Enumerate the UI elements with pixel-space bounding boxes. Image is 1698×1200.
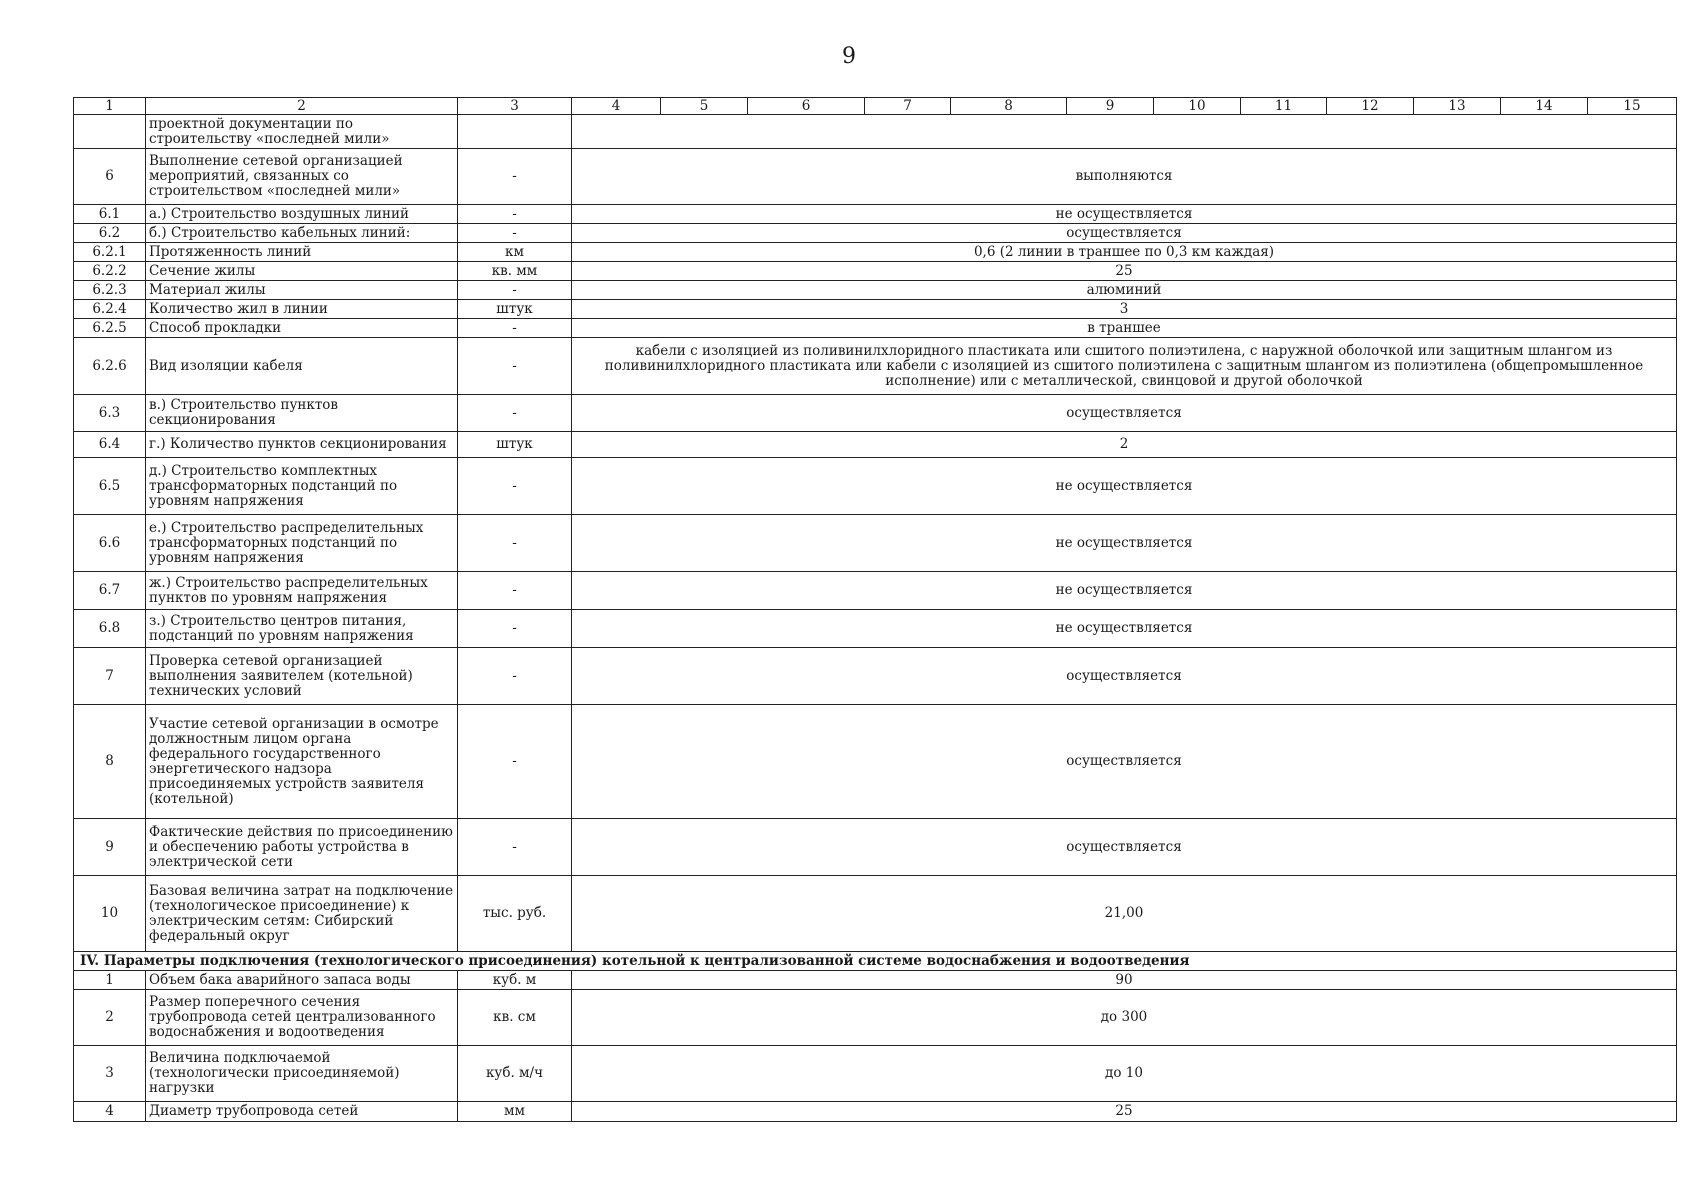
row-number: 6.3 bbox=[74, 395, 146, 432]
row-unit: - bbox=[458, 819, 572, 876]
row-number: 6.4 bbox=[74, 432, 146, 458]
row-parameter-name: Вид изоляции кабеля bbox=[146, 338, 458, 395]
column-number: 7 bbox=[865, 98, 951, 115]
row-number: 2 bbox=[74, 990, 146, 1046]
column-number: 3 bbox=[458, 98, 572, 115]
row-unit: куб. м bbox=[458, 971, 572, 990]
row-unit: - bbox=[458, 395, 572, 432]
row-number: 4 bbox=[74, 1102, 146, 1122]
table-row bbox=[74, 705, 1677, 819]
row-value: 25 bbox=[572, 1102, 1677, 1122]
row-parameter-name: Количество жил в линии bbox=[146, 300, 458, 319]
row-unit: - bbox=[458, 224, 572, 243]
row-unit: кв. мм bbox=[458, 262, 572, 281]
row-number: 6.2.5 bbox=[74, 319, 146, 338]
row-number: 8 bbox=[74, 705, 146, 819]
table-row bbox=[74, 610, 1677, 648]
row-unit: - bbox=[458, 205, 572, 224]
row-unit: - bbox=[458, 705, 572, 819]
row-parameter-name: Размер поперечного сечения трубопровода сетей централизованного водоснабжения и водоотведения bbox=[146, 990, 458, 1046]
row-unit: - bbox=[458, 319, 572, 338]
row-number: 6.2.1 bbox=[74, 243, 146, 262]
column-number: 6 bbox=[748, 98, 865, 115]
row-unit: тыс. руб. bbox=[458, 876, 572, 952]
row-number: 3 bbox=[74, 1046, 146, 1102]
row-number: 6 bbox=[74, 149, 146, 205]
row-value: алюминий bbox=[572, 281, 1677, 300]
row-parameter-name: г.) Количество пунктов секционирования bbox=[146, 432, 458, 458]
row-unit: штук bbox=[458, 300, 572, 319]
table-row bbox=[74, 971, 1677, 990]
row-parameter-name: Фактические действия по присоединению и обеспечению работы устройства в электрической сети bbox=[146, 819, 458, 876]
row-unit: кв. см bbox=[458, 990, 572, 1046]
row-unit: - bbox=[458, 149, 572, 205]
table-row bbox=[74, 648, 1677, 705]
table-row bbox=[74, 300, 1677, 319]
table-row bbox=[74, 1102, 1677, 1122]
row-parameter-name: Базовая величина затрат на подключение (технологическое присоединение) к электрическим сетям: Сибирский федеральный округ bbox=[146, 876, 458, 952]
column-number: 5 bbox=[661, 98, 748, 115]
row-parameter-name: Выполнение сетевой организацией мероприятий, связанных со строительством «последней мили» bbox=[146, 149, 458, 205]
table-row bbox=[74, 205, 1677, 224]
column-number: 2 bbox=[146, 98, 458, 115]
row-parameter-name: Участие сетевой организации в осмотре должностным лицом органа федерального государственного энергетического надзора присоединяемых устройств заявителя (котельной) bbox=[146, 705, 458, 819]
row-number: 6.2.4 bbox=[74, 300, 146, 319]
row-value: не осуществляется bbox=[572, 515, 1677, 572]
row-value: 0,6 (2 линии в траншее по 0,3 км каждая) bbox=[572, 243, 1677, 262]
row-parameter-name: Способ прокладки bbox=[146, 319, 458, 338]
row-number: 10 bbox=[74, 876, 146, 952]
column-number: 8 bbox=[951, 98, 1067, 115]
row-unit: - bbox=[458, 572, 572, 610]
row-number: 6.6 bbox=[74, 515, 146, 572]
row-unit: штук bbox=[458, 432, 572, 458]
row-number bbox=[74, 115, 146, 149]
table-row bbox=[74, 458, 1677, 515]
row-value: осуществляется bbox=[572, 705, 1677, 819]
row-parameter-name: а.) Строительство воздушных линий bbox=[146, 205, 458, 224]
column-number: 9 bbox=[1067, 98, 1154, 115]
row-parameter-name: в.) Строительство пунктов секционирования bbox=[146, 395, 458, 432]
row-number: 6.5 bbox=[74, 458, 146, 515]
row-unit: мм bbox=[458, 1102, 572, 1122]
row-value: кабели с изоляцией из поливинилхлоридного пластиката или сшитого полиэтилена, с наружной оболочкой или защитным шлангом из поливинилхлоридного пластиката или кабели с изоляцией из сшитого полиэтилена с защитным шлангом из полиэтилена (общепромышленное исполнение) или с металлической, свинцовой и другой оболочкой bbox=[572, 338, 1677, 395]
table-row bbox=[74, 224, 1677, 243]
row-number: 6.2.3 bbox=[74, 281, 146, 300]
table-row bbox=[74, 572, 1677, 610]
row-value: в траншее bbox=[572, 319, 1677, 338]
section-header-row bbox=[74, 952, 1677, 971]
table-row bbox=[74, 819, 1677, 876]
column-number: 10 bbox=[1154, 98, 1241, 115]
row-value: 25 bbox=[572, 262, 1677, 281]
row-unit: - bbox=[458, 610, 572, 648]
row-parameter-name: Величина подключаемой (технологически присоединяемой) нагрузки bbox=[146, 1046, 458, 1102]
row-parameter-name: Протяженность линий bbox=[146, 243, 458, 262]
section-title: IV. Параметры подключения (технологического присоединения) котельной к централизованной системе водоснабжения и водоотведения bbox=[74, 952, 1677, 971]
row-number: 9 bbox=[74, 819, 146, 876]
row-parameter-name: з.) Строительство центров питания, подстанций по уровням напряжения bbox=[146, 610, 458, 648]
row-value: до 300 bbox=[572, 990, 1677, 1046]
row-unit bbox=[458, 115, 572, 149]
row-number: 6.2.6 bbox=[74, 338, 146, 395]
table-row bbox=[74, 990, 1677, 1046]
row-value: 3 bbox=[572, 300, 1677, 319]
row-value: 21,00 bbox=[572, 876, 1677, 952]
table-row bbox=[74, 243, 1677, 262]
row-parameter-name: проектной документации по строительству «последней мили» bbox=[146, 115, 458, 149]
column-number: 4 bbox=[572, 98, 661, 115]
row-number: 6.7 bbox=[74, 572, 146, 610]
row-value: до 10 bbox=[572, 1046, 1677, 1102]
row-unit: - bbox=[458, 648, 572, 705]
page-number: 9 bbox=[842, 44, 856, 69]
row-parameter-name: ж.) Строительство распределительных пунктов по уровням напряжения bbox=[146, 572, 458, 610]
table-row bbox=[74, 395, 1677, 432]
row-unit: - bbox=[458, 458, 572, 515]
table-row bbox=[74, 1046, 1677, 1102]
row-unit: - bbox=[458, 338, 572, 395]
row-number: 1 bbox=[74, 971, 146, 990]
row-parameter-name: Проверка сетевой организацией выполнения заявителем (котельной) технических условий bbox=[146, 648, 458, 705]
row-value: не осуществляется bbox=[572, 610, 1677, 648]
row-unit: км bbox=[458, 243, 572, 262]
row-value bbox=[572, 115, 1677, 149]
row-parameter-name: б.) Строительство кабельных линий: bbox=[146, 224, 458, 243]
row-unit: - bbox=[458, 281, 572, 300]
row-number: 6.2 bbox=[74, 224, 146, 243]
row-unit: куб. м/ч bbox=[458, 1046, 572, 1102]
table-row bbox=[74, 432, 1677, 458]
row-value: не осуществляется bbox=[572, 572, 1677, 610]
table-row bbox=[74, 262, 1677, 281]
row-value: 2 bbox=[572, 432, 1677, 458]
row-parameter-name: Диаметр трубопровода сетей bbox=[146, 1102, 458, 1122]
row-number: 7 bbox=[74, 648, 146, 705]
table-row bbox=[74, 281, 1677, 300]
row-parameter-name: Объем бака аварийного запаса воды bbox=[146, 971, 458, 990]
row-value: осуществляется bbox=[572, 819, 1677, 876]
table-row bbox=[74, 115, 1677, 149]
row-parameter-name: д.) Строительство комплектных трансформаторных подстанций по уровням напряжения bbox=[146, 458, 458, 515]
column-number: 13 bbox=[1414, 98, 1501, 115]
column-number-row bbox=[74, 98, 1677, 115]
row-number: 6.2.2 bbox=[74, 262, 146, 281]
parameters-table bbox=[73, 97, 1677, 1122]
row-value: осуществляется bbox=[572, 648, 1677, 705]
row-value: выполняются bbox=[572, 149, 1677, 205]
row-number: 6.8 bbox=[74, 610, 146, 648]
row-parameter-name: Материал жилы bbox=[146, 281, 458, 300]
table-row bbox=[74, 338, 1677, 395]
column-number: 14 bbox=[1501, 98, 1588, 115]
table-row bbox=[74, 515, 1677, 572]
row-value: осуществляется bbox=[572, 224, 1677, 243]
column-number: 11 bbox=[1241, 98, 1327, 115]
row-value: не осуществляется bbox=[572, 205, 1677, 224]
table-row bbox=[74, 876, 1677, 952]
table-row bbox=[74, 319, 1677, 338]
row-parameter-name: Сечение жилы bbox=[146, 262, 458, 281]
row-value: не осуществляется bbox=[572, 458, 1677, 515]
row-value: 90 bbox=[572, 971, 1677, 990]
row-parameter-name: е.) Строительство распределительных трансформаторных подстанций по уровням напряжения bbox=[146, 515, 458, 572]
column-number: 1 bbox=[74, 98, 146, 115]
row-value: осуществляется bbox=[572, 395, 1677, 432]
column-number: 15 bbox=[1588, 98, 1677, 115]
row-number: 6.1 bbox=[74, 205, 146, 224]
column-number: 12 bbox=[1327, 98, 1414, 115]
table-row bbox=[74, 149, 1677, 205]
row-unit: - bbox=[458, 515, 572, 572]
